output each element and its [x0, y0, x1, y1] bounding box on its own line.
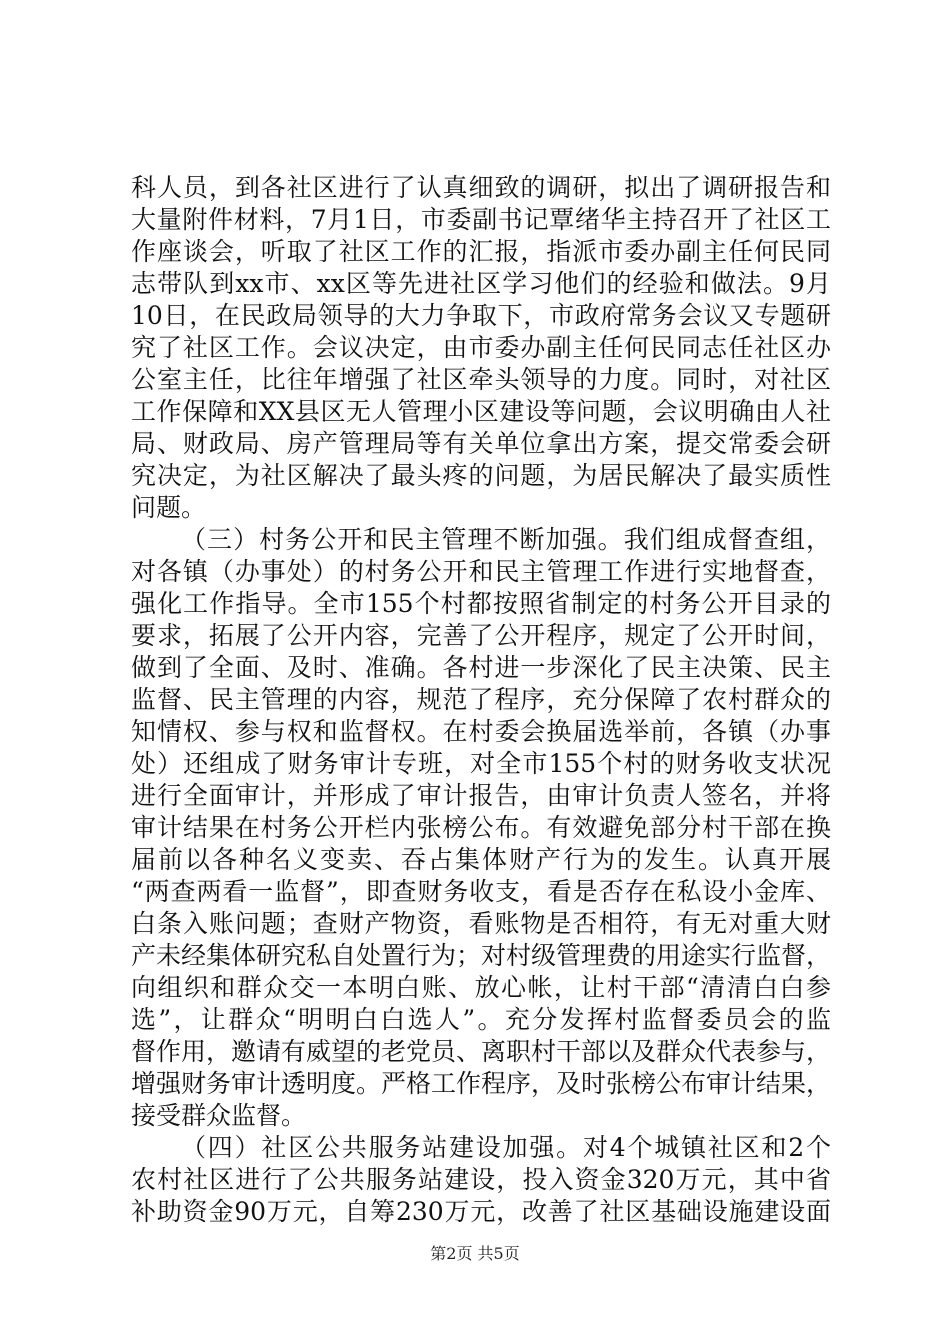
- paragraph-first-line: （三）村务公开和民主管理不断加强。我们组成督查组，: [181, 525, 831, 554]
- text-line: 补助资金90万元，自筹230万元，改善了社区基础设施建设面: [131, 1197, 831, 1226]
- text-line: 审计结果在村务公开栏内张榜公布。有效避免部分村干部在换: [131, 813, 831, 842]
- text-line: 究了社区工作。会议决定，由市委办副主任何民同志任社区办: [131, 333, 831, 362]
- text-line: 处）还组成了财务审计专班，对全市155个村的财务收支状况: [131, 749, 831, 778]
- text-line: 工作保障和XX县区无人管理小区建设等问题，会议明确由人社: [131, 397, 831, 426]
- text-line: 监督、民主管理的内容，规范了程序，充分保障了农村群众的: [131, 685, 831, 714]
- page-footer: [0, 1244, 950, 1264]
- text-line: 强化工作指导。全市155个村都按照省制定的村务公开目录的: [131, 589, 831, 618]
- text-line: 农村社区进行了公共服务站建设，投入资金320万元，其中省: [131, 1165, 831, 1194]
- text-line: 接受群众监督。: [131, 1101, 307, 1130]
- text-line: 公室主任，比往年增强了社区牵头领导的力度。同时，对社区: [131, 365, 831, 394]
- text-line: 产未经集体研究私自处置行为；对村级管理费的用途实行监督，: [131, 941, 832, 970]
- text-line: 问题。: [131, 493, 207, 522]
- page-number: 第2页 共5页: [430, 1244, 520, 1263]
- paragraph-first-line: （四）社区公共服务站建设加强。对4个城镇社区和2个: [181, 1133, 831, 1162]
- text-line: 知情权、参与权和监督权。在村委会换届选举前，各镇（办事: [131, 717, 831, 746]
- text-line: 进行全面审计，并形成了审计报告，由审计负责人签名，并将: [131, 781, 831, 810]
- text-line: 督作用，邀请有威望的老党员、离职村干部以及群众代表参与，: [131, 1037, 832, 1066]
- text-line: 对各镇（办事处）的村务公开和民主管理工作进行实地督查，: [131, 557, 831, 586]
- text-line: “两查两看一监督”，即查财务收支，看是否存在私设小金库、: [131, 877, 831, 906]
- text-line: 究决定，为社区解决了最头疼的问题，为居民解决了最实质性: [131, 461, 831, 490]
- document-body: [131, 172, 831, 1228]
- text-line: 白条入账问题；查财产物资，看账物是否相符，有无对重大财: [131, 909, 831, 938]
- text-line: 大量附件材料，7月1日，市委副书记覃绪华主持召开了社区工: [131, 205, 831, 234]
- text-line: 局、财政局、房产管理局等有关单位拿出方案，提交常委会研: [131, 429, 831, 458]
- text-line: 增强财务审计透明度。严格工作程序，及时张榜公布审计结果，: [131, 1069, 832, 1098]
- text-line: 向组织和群众交一本明白账、放心帐，让村干部“清清白白参: [131, 973, 831, 1002]
- text-line: 10日，在民政局领导的大力争取下，市政府常务会议又专题研: [131, 301, 831, 330]
- text-line: 志带队到xx市、xx区等先进社区学习他们的经验和做法。9月: [131, 269, 831, 298]
- text-line: 届前以各种名义变卖、吞占集体财产行为的发生。认真开展: [131, 845, 831, 874]
- text-line: 作座谈会，听取了社区工作的汇报，指派市委办副主任何民同: [131, 237, 831, 266]
- text-line: 要求，拓展了公开内容，完善了公开程序，规定了公开时间，: [131, 621, 831, 650]
- text-line: 科人员，到各社区进行了认真细致的调研，拟出了调研报告和: [131, 173, 831, 202]
- text-line: 选”，让群众“明明白白选人”。充分发挥村监督委员会的监: [131, 1005, 831, 1034]
- text-line: 做到了全面、及时、准确。各村进一步深化了民主决策、民主: [131, 653, 831, 682]
